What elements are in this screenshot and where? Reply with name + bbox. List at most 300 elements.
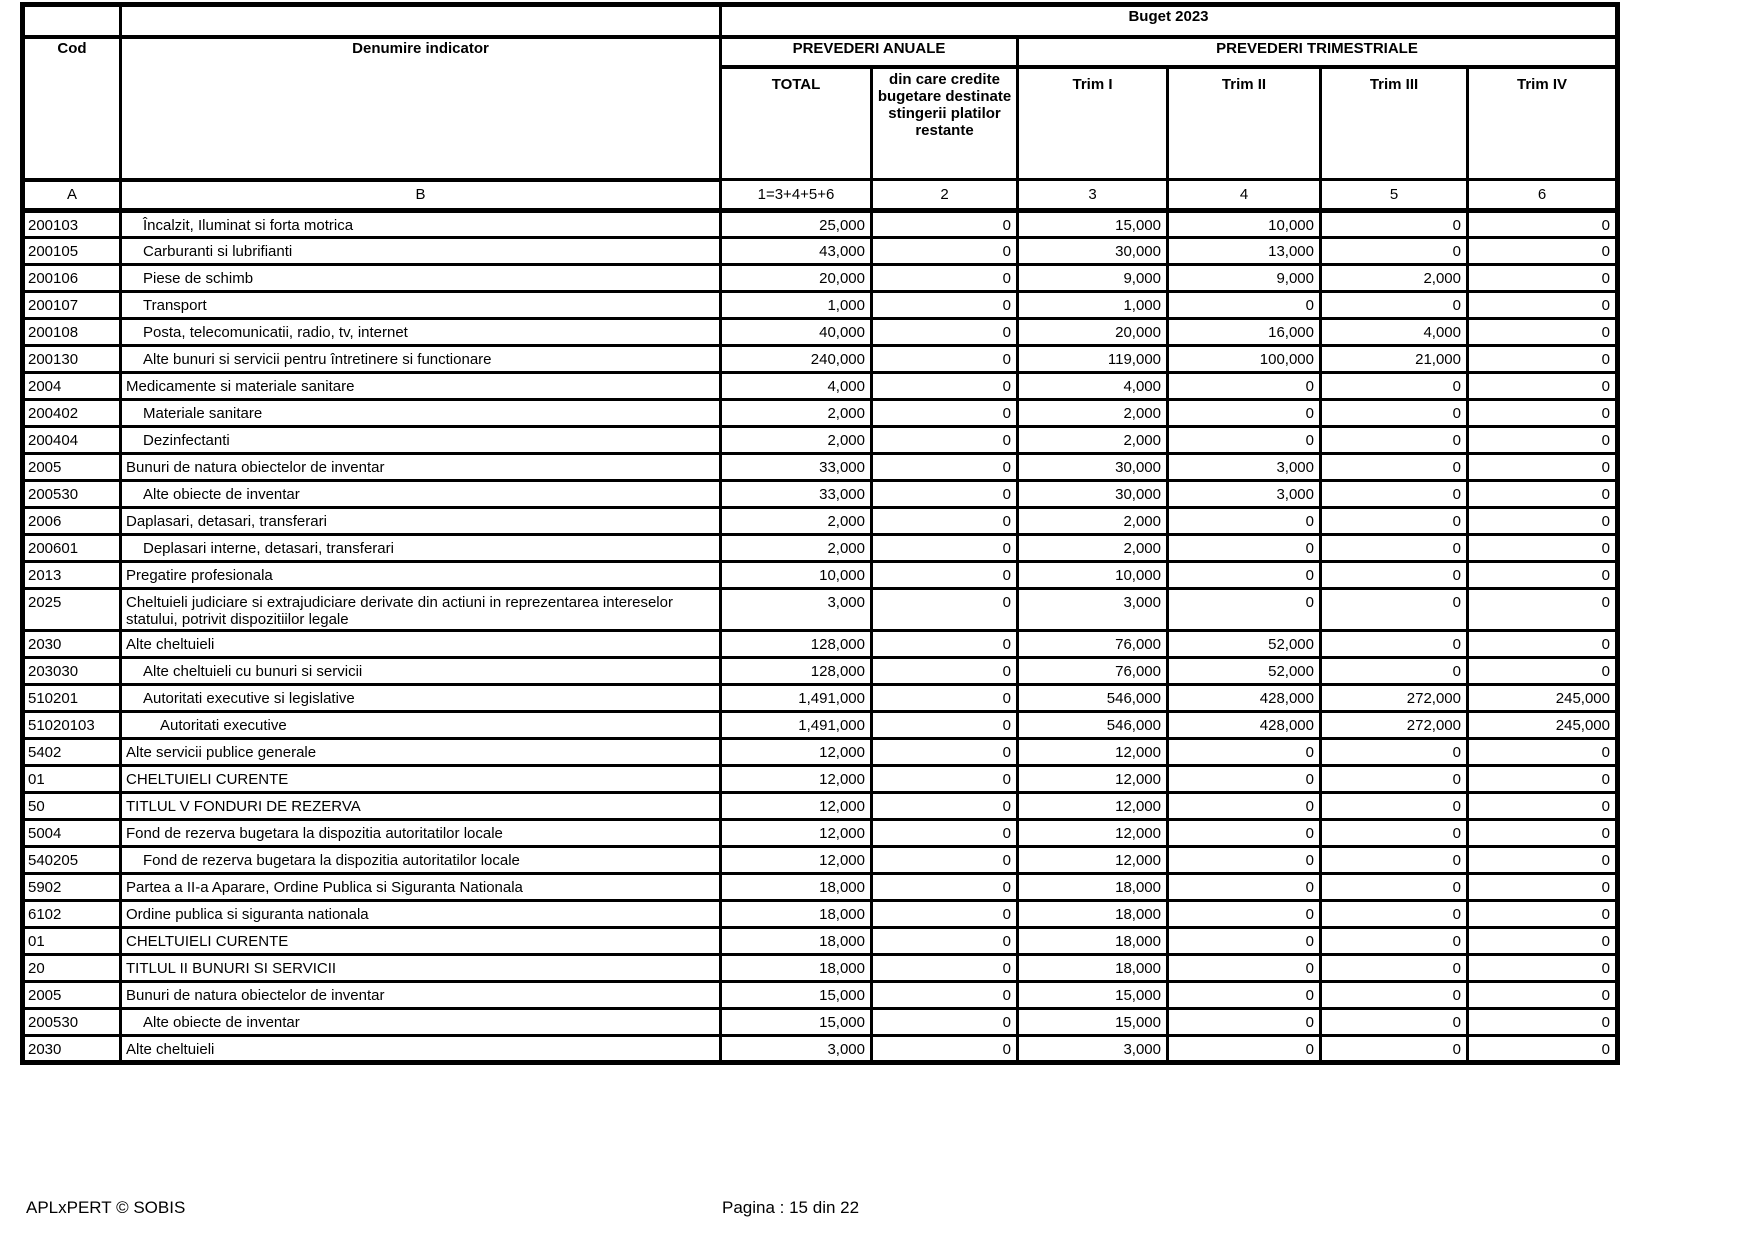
cell-total: 128,000 <box>721 630 872 657</box>
cell-trim4: 0 <box>1468 1035 1618 1062</box>
cell-trim4: 0 <box>1468 900 1618 927</box>
col-header-trim2: Trim II <box>1168 67 1321 180</box>
cell-total: 12,000 <box>721 765 872 792</box>
col-header-cod: Cod <box>23 37 121 180</box>
cell-total: 18,000 <box>721 900 872 927</box>
cell-credite: 0 <box>872 210 1018 237</box>
cell-trim3: 0 <box>1321 210 1468 237</box>
cell-cod: 5402 <box>23 738 121 765</box>
cell-trim1: 12,000 <box>1018 792 1168 819</box>
cell-trim1: 9,000 <box>1018 264 1168 291</box>
cell-credite: 0 <box>872 900 1018 927</box>
cell-cod: 200103 <box>23 210 121 237</box>
table-row <box>23 684 1618 711</box>
cell-credite: 0 <box>872 561 1018 588</box>
cell-total: 33,000 <box>721 453 872 480</box>
cell-trim1: 12,000 <box>1018 738 1168 765</box>
cell-trim3: 0 <box>1321 1035 1468 1062</box>
cell-total: 240,000 <box>721 345 872 372</box>
cell-cod: 200530 <box>23 480 121 507</box>
cell-cod: 200107 <box>23 291 121 318</box>
cell-trim1: 12,000 <box>1018 846 1168 873</box>
table-row <box>23 711 1618 738</box>
cell-trim1: 30,000 <box>1018 480 1168 507</box>
cell-cod: 6102 <box>23 900 121 927</box>
cell-cod: 5902 <box>23 873 121 900</box>
cell-total: 2,000 <box>721 507 872 534</box>
cell-trim1: 2,000 <box>1018 534 1168 561</box>
table-row <box>23 318 1618 345</box>
cell-trim1: 18,000 <box>1018 873 1168 900</box>
cell-total: 3,000 <box>721 1035 872 1062</box>
cell-trim4: 0 <box>1468 792 1618 819</box>
cell-total: 12,000 <box>721 819 872 846</box>
cell-trim4: 0 <box>1468 264 1618 291</box>
cell-credite: 0 <box>872 738 1018 765</box>
cell-denumire: Autoritati executive si legislative <box>121 684 721 711</box>
cell-trim2: 0 <box>1168 399 1321 426</box>
table-row <box>23 237 1618 264</box>
cell-trim3: 0 <box>1321 507 1468 534</box>
cell-trim2: 0 <box>1168 927 1321 954</box>
cell-credite: 0 <box>872 480 1018 507</box>
cell-trim4: 0 <box>1468 588 1618 630</box>
cell-trim3: 0 <box>1321 399 1468 426</box>
table-row <box>23 480 1618 507</box>
cell-trim2: 0 <box>1168 1035 1321 1062</box>
col-header-total: TOTAL <box>721 67 872 180</box>
group-header-anuale: PREVEDERI ANUALE <box>721 37 1018 67</box>
cell-denumire: Autoritati executive <box>121 711 721 738</box>
cell-trim2: 0 <box>1168 792 1321 819</box>
cell-total: 1,000 <box>721 291 872 318</box>
cell-credite: 0 <box>872 237 1018 264</box>
cell-trim4: 0 <box>1468 372 1618 399</box>
col-header-credite: din care credite bugetare destinate stingerii platilor restante <box>872 67 1018 180</box>
cell-cod: 2006 <box>23 507 121 534</box>
cell-denumire: CHELTUIELI CURENTE <box>121 927 721 954</box>
cell-trim1: 30,000 <box>1018 237 1168 264</box>
index-3: 3 <box>1018 180 1168 211</box>
cell-credite: 0 <box>872 846 1018 873</box>
index-1: 1=3+4+5+6 <box>721 180 872 211</box>
cell-credite: 0 <box>872 345 1018 372</box>
cell-cod: 200130 <box>23 345 121 372</box>
cell-credite: 0 <box>872 291 1018 318</box>
cell-denumire: Materiale sanitare <box>121 399 721 426</box>
cell-trim2: 52,000 <box>1168 657 1321 684</box>
cell-trim1: 12,000 <box>1018 765 1168 792</box>
cell-total: 2,000 <box>721 399 872 426</box>
cell-cod: 50 <box>23 792 121 819</box>
table-row <box>23 954 1618 981</box>
cell-trim4: 0 <box>1468 507 1618 534</box>
cell-trim1: 30,000 <box>1018 453 1168 480</box>
cell-cod: 203030 <box>23 657 121 684</box>
cell-trim3: 0 <box>1321 561 1468 588</box>
cell-trim4: 0 <box>1468 426 1618 453</box>
cell-trim1: 18,000 <box>1018 900 1168 927</box>
cell-trim4: 0 <box>1468 534 1618 561</box>
table-row <box>23 1008 1618 1035</box>
cell-denumire: Posta, telecomunicatii, radio, tv, internet <box>121 318 721 345</box>
index-2: 2 <box>872 180 1018 211</box>
table-row <box>23 210 1618 237</box>
cell-trim4: 0 <box>1468 819 1618 846</box>
cell-trim1: 15,000 <box>1018 981 1168 1008</box>
cell-cod: 2030 <box>23 630 121 657</box>
cell-trim2: 13,000 <box>1168 237 1321 264</box>
cell-trim3: 0 <box>1321 819 1468 846</box>
cell-trim2: 0 <box>1168 561 1321 588</box>
cell-trim2: 428,000 <box>1168 711 1321 738</box>
cell-trim1: 546,000 <box>1018 711 1168 738</box>
cell-denumire: Alte cheltuieli cu bunuri si servicii <box>121 657 721 684</box>
cell-denumire: Carburanti si lubrifianti <box>121 237 721 264</box>
cell-trim2: 3,000 <box>1168 453 1321 480</box>
cell-trim2: 100,000 <box>1168 345 1321 372</box>
cell-trim3: 0 <box>1321 738 1468 765</box>
table-row <box>23 981 1618 1008</box>
cell-cod: 200402 <box>23 399 121 426</box>
cell-trim2: 0 <box>1168 738 1321 765</box>
cell-credite: 0 <box>872 819 1018 846</box>
table-row <box>23 900 1618 927</box>
cell-total: 12,000 <box>721 846 872 873</box>
table-row <box>23 453 1618 480</box>
cell-trim3: 272,000 <box>1321 684 1468 711</box>
cell-total: 12,000 <box>721 738 872 765</box>
cell-trim2: 0 <box>1168 372 1321 399</box>
table-row <box>23 426 1618 453</box>
cell-trim3: 0 <box>1321 900 1468 927</box>
cell-credite: 0 <box>872 765 1018 792</box>
cell-trim1: 4,000 <box>1018 372 1168 399</box>
cell-denumire: Ordine publica si siguranta nationala <box>121 900 721 927</box>
table-row <box>23 264 1618 291</box>
index-6: 6 <box>1468 180 1618 211</box>
cell-total: 43,000 <box>721 237 872 264</box>
cell-trim3: 0 <box>1321 291 1468 318</box>
table-row <box>23 561 1618 588</box>
table-row <box>23 507 1618 534</box>
cell-trim1: 76,000 <box>1018 630 1168 657</box>
cell-cod: 5004 <box>23 819 121 846</box>
footer-page-number: Pagina : 15 din 22 <box>722 1198 860 1217</box>
cell-credite: 0 <box>872 264 1018 291</box>
cell-denumire: Alte servicii publice generale <box>121 738 721 765</box>
cell-total: 3,000 <box>721 588 872 630</box>
cell-trim4: 0 <box>1468 291 1618 318</box>
index-5: 5 <box>1321 180 1468 211</box>
cell-cod: 20 <box>23 954 121 981</box>
table-row <box>23 873 1618 900</box>
cell-trim4: 0 <box>1468 738 1618 765</box>
index-4: 4 <box>1168 180 1321 211</box>
cell-trim4: 0 <box>1468 453 1618 480</box>
cell-cod: 2013 <box>23 561 121 588</box>
cell-trim2: 10,000 <box>1168 210 1321 237</box>
cell-trim2: 9,000 <box>1168 264 1321 291</box>
cell-total: 128,000 <box>721 657 872 684</box>
col-header-trim3: Trim III <box>1321 67 1468 180</box>
table-row <box>23 291 1618 318</box>
cell-credite: 0 <box>872 399 1018 426</box>
table-row <box>23 846 1618 873</box>
cell-denumire: Deplasari interne, detasari, transferari <box>121 534 721 561</box>
cell-denumire: Alte obiecte de inventar <box>121 480 721 507</box>
cell-trim4: 0 <box>1468 954 1618 981</box>
table-title: Buget 2023 <box>721 5 1618 38</box>
cell-trim3: 0 <box>1321 588 1468 630</box>
cell-total: 33,000 <box>721 480 872 507</box>
cell-trim4: 0 <box>1468 345 1618 372</box>
cell-cod: 200601 <box>23 534 121 561</box>
table-row <box>23 588 1618 630</box>
cell-trim3: 0 <box>1321 981 1468 1008</box>
cell-credite: 0 <box>872 981 1018 1008</box>
cell-total: 1,491,000 <box>721 684 872 711</box>
cell-trim1: 20,000 <box>1018 318 1168 345</box>
cell-credite: 0 <box>872 873 1018 900</box>
empty-denumire-cell <box>121 5 721 38</box>
cell-cod: 2025 <box>23 588 121 630</box>
cell-trim2: 0 <box>1168 588 1321 630</box>
cell-cod: 200404 <box>23 426 121 453</box>
cell-trim2: 0 <box>1168 1008 1321 1035</box>
budget-table <box>20 2 1620 1065</box>
index-row <box>23 180 1618 211</box>
cell-trim1: 15,000 <box>1018 1008 1168 1035</box>
cell-trim3: 0 <box>1321 792 1468 819</box>
cell-trim1: 3,000 <box>1018 1035 1168 1062</box>
col-header-trim4: Trim IV <box>1468 67 1618 180</box>
table-title-row <box>23 5 1618 38</box>
cell-trim3: 0 <box>1321 480 1468 507</box>
cell-credite: 0 <box>872 534 1018 561</box>
cell-cod: 2030 <box>23 1035 121 1062</box>
cell-cod: 200108 <box>23 318 121 345</box>
table-row <box>23 372 1618 399</box>
cell-denumire: Fond de rezerva bugetara la dispozitia autoritatilor locale <box>121 819 721 846</box>
cell-trim3: 2,000 <box>1321 264 1468 291</box>
cell-trim1: 18,000 <box>1018 927 1168 954</box>
cell-trim2: 0 <box>1168 534 1321 561</box>
index-b: B <box>121 180 721 211</box>
cell-trim4: 0 <box>1468 561 1618 588</box>
cell-trim3: 0 <box>1321 873 1468 900</box>
cell-cod: 540205 <box>23 846 121 873</box>
cell-trim2: 0 <box>1168 765 1321 792</box>
cell-cod: 51020103 <box>23 711 121 738</box>
cell-denumire: Alte cheltuieli <box>121 630 721 657</box>
cell-trim1: 12,000 <box>1018 819 1168 846</box>
cell-trim1: 119,000 <box>1018 345 1168 372</box>
cell-trim3: 0 <box>1321 237 1468 264</box>
cell-credite: 0 <box>872 954 1018 981</box>
cell-trim3: 0 <box>1321 1008 1468 1035</box>
cell-credite: 0 <box>872 792 1018 819</box>
cell-trim3: 0 <box>1321 765 1468 792</box>
cell-trim3: 0 <box>1321 630 1468 657</box>
table-row <box>23 792 1618 819</box>
cell-trim4: 0 <box>1468 765 1618 792</box>
table-row <box>23 657 1618 684</box>
cell-trim4: 0 <box>1468 981 1618 1008</box>
cell-cod: 01 <box>23 765 121 792</box>
table-row <box>23 399 1618 426</box>
cell-denumire: Medicamente si materiale sanitare <box>121 372 721 399</box>
cell-total: 18,000 <box>721 873 872 900</box>
cell-trim3: 0 <box>1321 954 1468 981</box>
cell-trim2: 428,000 <box>1168 684 1321 711</box>
table-row <box>23 1035 1618 1062</box>
cell-trim4: 0 <box>1468 210 1618 237</box>
cell-total: 1,491,000 <box>721 711 872 738</box>
cell-trim2: 16,000 <box>1168 318 1321 345</box>
cell-trim2: 0 <box>1168 291 1321 318</box>
cell-trim3: 0 <box>1321 372 1468 399</box>
cell-cod: 510201 <box>23 684 121 711</box>
table-row <box>23 927 1618 954</box>
footer-app-credit: APLxPERT © SOBIS <box>26 1198 186 1217</box>
cell-credite: 0 <box>872 927 1018 954</box>
cell-trim2: 0 <box>1168 819 1321 846</box>
cell-trim2: 3,000 <box>1168 480 1321 507</box>
cell-denumire: TITLUL V FONDURI DE REZERVA <box>121 792 721 819</box>
table-row <box>23 345 1618 372</box>
cell-trim4: 245,000 <box>1468 711 1618 738</box>
cell-credite: 0 <box>872 318 1018 345</box>
cell-denumire: Alte obiecte de inventar <box>121 1008 721 1035</box>
cell-trim4: 0 <box>1468 480 1618 507</box>
cell-trim2: 0 <box>1168 426 1321 453</box>
cell-total: 4,000 <box>721 372 872 399</box>
empty-cod-cell <box>23 5 121 38</box>
table-row <box>23 819 1618 846</box>
cell-trim2: 0 <box>1168 846 1321 873</box>
cell-cod: 200106 <box>23 264 121 291</box>
table-row <box>23 534 1618 561</box>
cell-total: 25,000 <box>721 210 872 237</box>
col-header-trim1: Trim I <box>1018 67 1168 180</box>
table-row <box>23 738 1618 765</box>
cell-denumire: Bunuri de natura obiectelor de inventar <box>121 981 721 1008</box>
cell-trim3: 4,000 <box>1321 318 1468 345</box>
cell-total: 12,000 <box>721 792 872 819</box>
cell-trim1: 15,000 <box>1018 210 1168 237</box>
cell-trim1: 76,000 <box>1018 657 1168 684</box>
cell-trim1: 546,000 <box>1018 684 1168 711</box>
cell-trim3: 0 <box>1321 534 1468 561</box>
cell-total: 20,000 <box>721 264 872 291</box>
cell-denumire: Transport <box>121 291 721 318</box>
cell-credite: 0 <box>872 711 1018 738</box>
cell-denumire: Alte bunuri si servicii pentru întretinere si functionare <box>121 345 721 372</box>
cell-trim1: 3,000 <box>1018 588 1168 630</box>
cell-credite: 0 <box>872 1008 1018 1035</box>
cell-credite: 0 <box>872 1035 1018 1062</box>
cell-trim4: 0 <box>1468 318 1618 345</box>
cell-credite: 0 <box>872 507 1018 534</box>
cell-cod: 200105 <box>23 237 121 264</box>
cell-total: 15,000 <box>721 1008 872 1035</box>
cell-trim1: 18,000 <box>1018 954 1168 981</box>
cell-denumire: Alte cheltuieli <box>121 1035 721 1062</box>
cell-total: 40,000 <box>721 318 872 345</box>
cell-total: 10,000 <box>721 561 872 588</box>
cell-credite: 0 <box>872 630 1018 657</box>
cell-trim4: 0 <box>1468 237 1618 264</box>
cell-denumire: CHELTUIELI CURENTE <box>121 765 721 792</box>
cell-trim4: 0 <box>1468 873 1618 900</box>
cell-trim1: 2,000 <box>1018 426 1168 453</box>
table-row <box>23 765 1618 792</box>
cell-trim2: 0 <box>1168 981 1321 1008</box>
cell-cod: 01 <box>23 927 121 954</box>
cell-denumire: Bunuri de natura obiectelor de inventar <box>121 453 721 480</box>
cell-credite: 0 <box>872 453 1018 480</box>
cell-denumire: Daplasari, detasari, transferari <box>121 507 721 534</box>
cell-cod: 2005 <box>23 453 121 480</box>
cell-denumire: Dezinfectanti <box>121 426 721 453</box>
cell-trim2: 52,000 <box>1168 630 1321 657</box>
cell-cod: 2005 <box>23 981 121 1008</box>
cell-credite: 0 <box>872 372 1018 399</box>
cell-denumire: TITLUL II BUNURI SI SERVICII <box>121 954 721 981</box>
cell-denumire: Piese de schimb <box>121 264 721 291</box>
cell-denumire: Încalzit, Iluminat si forta motrica <box>121 210 721 237</box>
cell-trim4: 0 <box>1468 657 1618 684</box>
cell-credite: 0 <box>872 588 1018 630</box>
cell-trim4: 0 <box>1468 1008 1618 1035</box>
cell-total: 2,000 <box>721 534 872 561</box>
col-header-denumire: Denumire indicator <box>121 37 721 180</box>
cell-trim4: 0 <box>1468 630 1618 657</box>
cell-trim1: 1,000 <box>1018 291 1168 318</box>
cell-denumire: Pregatire profesionala <box>121 561 721 588</box>
group-header-trimestriale: PREVEDERI TRIMESTRIALE <box>1018 37 1618 67</box>
cell-trim3: 21,000 <box>1321 345 1468 372</box>
cell-trim2: 0 <box>1168 507 1321 534</box>
cell-denumire: Fond de rezerva bugetara la dispozitia autoritatilor locale <box>121 846 721 873</box>
cell-trim2: 0 <box>1168 900 1321 927</box>
cell-credite: 0 <box>872 684 1018 711</box>
cell-total: 2,000 <box>721 426 872 453</box>
cell-trim4: 0 <box>1468 927 1618 954</box>
cell-trim3: 0 <box>1321 657 1468 684</box>
cell-trim2: 0 <box>1168 873 1321 900</box>
cell-trim4: 245,000 <box>1468 684 1618 711</box>
cell-cod: 200530 <box>23 1008 121 1035</box>
cell-trim1: 2,000 <box>1018 399 1168 426</box>
cell-trim1: 10,000 <box>1018 561 1168 588</box>
cell-total: 18,000 <box>721 954 872 981</box>
cell-denumire: Partea a II-a Aparare, Ordine Publica si Siguranta Nationala <box>121 873 721 900</box>
cell-trim4: 0 <box>1468 399 1618 426</box>
cell-trim3: 0 <box>1321 426 1468 453</box>
cell-trim3: 0 <box>1321 453 1468 480</box>
cell-total: 15,000 <box>721 981 872 1008</box>
group-header-row <box>23 37 1618 67</box>
cell-trim2: 0 <box>1168 954 1321 981</box>
cell-trim3: 272,000 <box>1321 711 1468 738</box>
cell-credite: 0 <box>872 426 1018 453</box>
cell-trim1: 2,000 <box>1018 507 1168 534</box>
index-a: A <box>23 180 121 211</box>
cell-credite: 0 <box>872 657 1018 684</box>
cell-denumire: Cheltuieli judiciare si extrajudiciare derivate din actiuni in reprezentarea intereselor statului, potrivit dispozitiilor legale <box>121 588 721 630</box>
